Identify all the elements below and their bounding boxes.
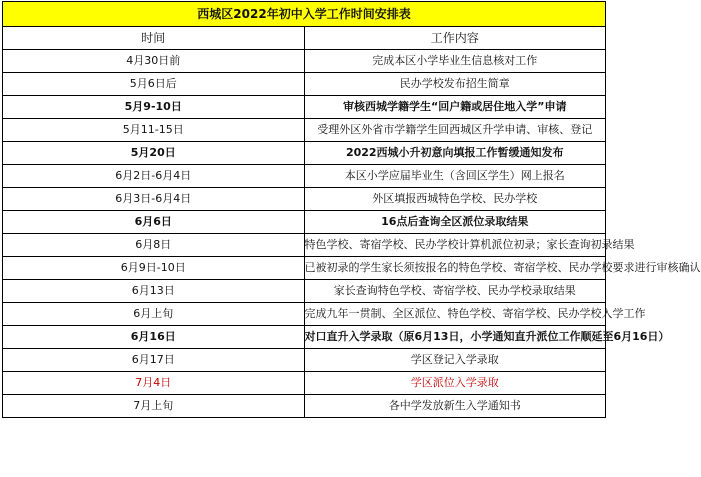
time-cell: 6月9日-10日 (3, 257, 305, 280)
time-cell: 5月6日后 (3, 73, 305, 96)
table-row (3, 395, 606, 418)
content-cell: 受理外区外省市学籍学生回西城区升学申请、审核、登记 (304, 119, 606, 142)
time-column-header: 时间 (3, 27, 305, 50)
time-cell: 5月9-10日 (3, 96, 305, 119)
table-row (3, 211, 606, 234)
time-cell: 5月11-15日 (3, 119, 305, 142)
table-row (3, 188, 606, 211)
table-row (3, 303, 606, 326)
title-row (3, 2, 606, 27)
content-cell: 2022西城小升初意向填报工作暂缓通知发布 (304, 142, 606, 165)
content-cell: 对口直升入学录取（原6月13日，小学通知直升派位工作顺延至6月16日） (304, 326, 606, 349)
table-row (3, 165, 606, 188)
time-cell: 7月上旬 (3, 395, 305, 418)
time-cell: 6月17日 (3, 349, 305, 372)
table-row (3, 349, 606, 372)
content-cell: 各中学发放新生入学通知书 (304, 395, 606, 418)
header-row (3, 27, 606, 50)
time-cell: 5月20日 (3, 142, 305, 165)
table-row (3, 234, 606, 257)
content-cell: 完成本区小学毕业生信息核对工作 (304, 50, 606, 73)
time-cell: 4月30日前 (3, 50, 305, 73)
table-row (3, 73, 606, 96)
content-column-header: 工作内容 (304, 27, 606, 50)
time-cell: 6月上旬 (3, 303, 305, 326)
time-cell: 7月4日 (3, 372, 305, 395)
content-cell: 民办学校发布招生简章 (304, 73, 606, 96)
schedule-table (2, 1, 701, 418)
content-cell: 本区小学应届毕业生（含回区学生）网上报名 (304, 165, 606, 188)
content-cell: 学区登记入学录取 (304, 349, 606, 372)
content-cell: 家长查询特色学校、寄宿学校、民办学校录取结果 (304, 280, 606, 303)
content-cell: 特色学校、寄宿学校、民办学校计算机派位初录；家长查询初录结果 (304, 234, 606, 257)
content-cell: 已被初录的学生家长须按报名的特色学校、寄宿学校、民办学校要求进行审核确认 (304, 257, 606, 280)
table-row (3, 280, 606, 303)
table-row (3, 96, 606, 119)
time-cell: 6月8日 (3, 234, 305, 257)
content-cell: 学区派位入学录取 (304, 372, 606, 395)
time-cell: 6月13日 (3, 280, 305, 303)
table-row (3, 372, 606, 395)
table-row (3, 326, 606, 349)
table-row (3, 50, 606, 73)
time-cell: 6月2日-6月4日 (3, 165, 305, 188)
time-cell: 6月6日 (3, 211, 305, 234)
time-cell: 6月3日-6月4日 (3, 188, 305, 211)
table-row (3, 142, 606, 165)
table-row (3, 119, 606, 142)
table-title: 西城区2022年初中入学工作时间安排表 (3, 2, 606, 27)
content-cell: 审核西城学籍学生“回户籍或居住地入学”申请 (304, 96, 606, 119)
content-cell: 外区填报西城特色学校、民办学校 (304, 188, 606, 211)
content-cell: 16点后查询全区派位录取结果 (304, 211, 606, 234)
time-cell: 6月16日 (3, 326, 305, 349)
content-cell: 完成九年一贯制、全区派位、特色学校、寄宿学校、民办学校入学工作 (304, 303, 606, 326)
table-row (3, 257, 606, 280)
